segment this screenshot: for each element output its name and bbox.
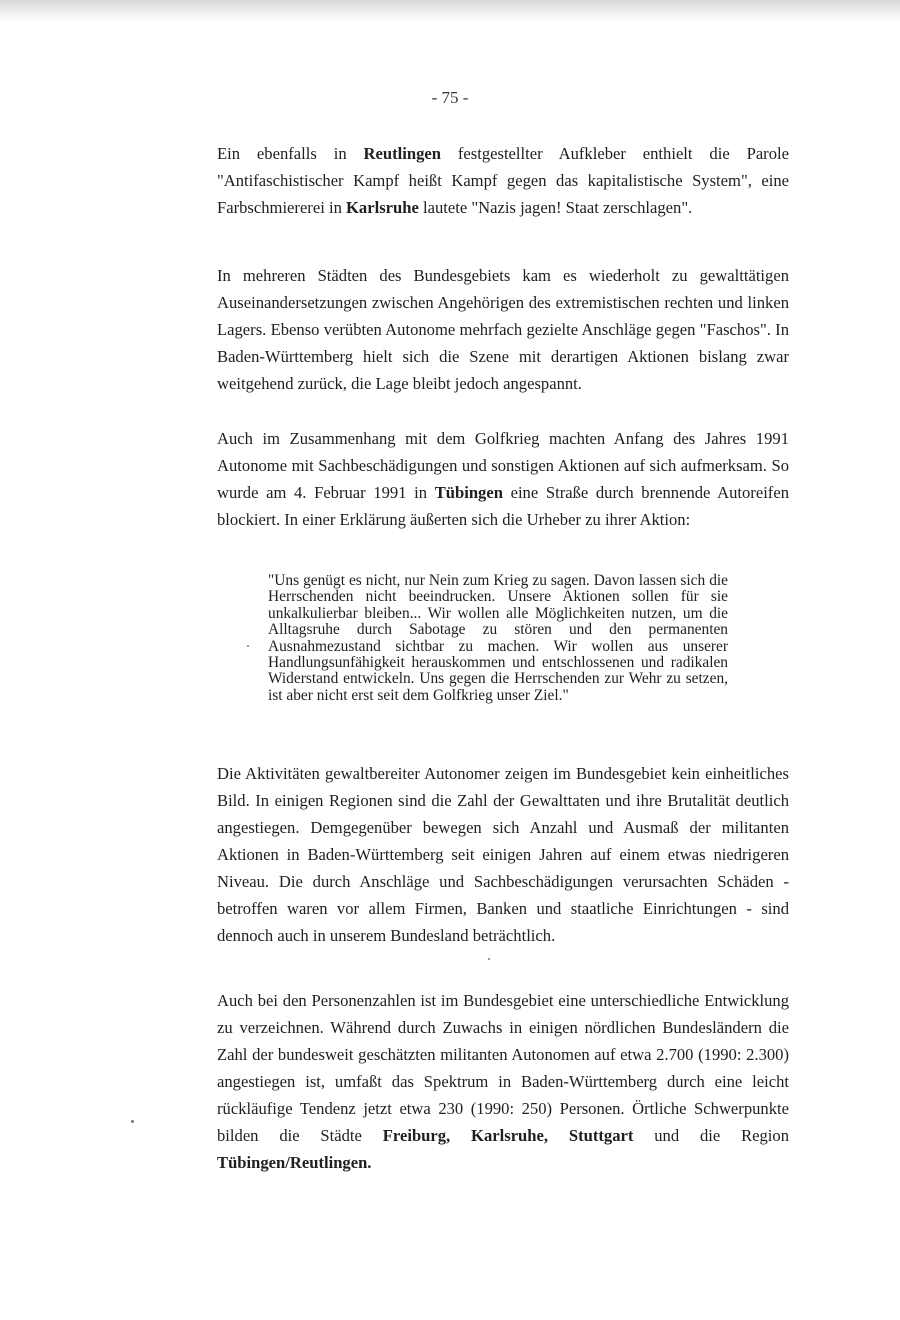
- paragraph-text: und die Region: [633, 1126, 790, 1145]
- paragraph-text: lautete "Nazis jagen! Staat zerschlagen".: [418, 198, 693, 217]
- paragraph-4: [217, 760, 789, 949]
- scan-speck: [488, 958, 490, 960]
- paragraph-text: Die Aktivitäten gewaltbereiter Autonomer zeigen im Bundesgebiet kein einheitliches Bild. In einigen Regionen sind die Zahl der Gewalttaten und ihre Brutalität deutlich angestiegen. Demgegenüber bewegen sich Anzahl und Ausmaß der militanten Aktionen in Baden-Württemberg seit einigen Jahren auf einem etwas niedrigeren Niveau. Die durch Anschläge und Sachbeschädigungen verursachten Schäden - betroffen waren vor allem Firmen, Banken und staatliche Einrichtungen - sind dennoch auch in unserem Bundesland beträchtlich.: [217, 764, 789, 945]
- emphasized-place-name: Tübingen: [434, 483, 503, 502]
- paragraph-2: [217, 262, 789, 397]
- paragraph-text: In mehreren Städten des Bundesgebiets kam es wiederholt zu gewalttätigen Auseinandersetzungen zwischen Angehörigen des extremistischen rechten und linken Lagers. Ebenso verübten Autonome mehrfach gezielte Anschläge gegen "Faschos". In Baden-Württemberg hielt sich die Szene mit derartigen Aktionen bislang zwar weitgehend zurück, die Lage bleibt jedoch angespannt.: [217, 266, 789, 393]
- emphasized-place-name: Tübingen/Reutlingen.: [217, 1153, 372, 1172]
- paragraph-text: eine Straße durch brennende Autoreifen blockiert. In einer Erklärung äußerten sich die Urheber zu ihrer Aktion:: [217, 483, 789, 529]
- scan-edge-shadow: [0, 0, 900, 22]
- paragraph-3: [217, 425, 789, 533]
- paragraph-text: festgestellter Aufkleber enthielt die Parole "Antifaschistischer Kampf heißt Kampf gegen das kapitalistische System", eine Farbschmiererei in: [217, 144, 789, 217]
- scan-speck: [131, 1120, 134, 1123]
- paragraph-1: [217, 140, 789, 221]
- emphasized-place-name: Freiburg, Karlsruhe, Stuttgart: [382, 1126, 634, 1145]
- paragraph-text: Auch im Zusammenhang mit dem Golfkrieg machten Anfang des Jahres 1991 Autonome mit Sachbeschädigungen und sonstigen Aktionen auf sich aufmerksam. So wurde am 4. Februar 1991 in: [217, 429, 789, 502]
- paragraph-5: [217, 987, 789, 1176]
- paragraph-text: Ein ebenfalls in: [217, 144, 364, 163]
- page-number: - 75 -: [431, 88, 469, 107]
- scan-speck: [247, 645, 249, 647]
- emphasized-place-name: Karlsruhe: [346, 198, 419, 217]
- emphasized-place-name: Reutlingen: [363, 144, 441, 163]
- block-quote: "Uns genügt es nicht, nur Nein zum Krieg zu sagen. Davon lassen sich die Herrschenden nicht beeindrucken. Unsere Aktionen sollen für sie unkalkulierbar bleiben... Wir wollen alle Möglichkeiten nutzen, um die Alltagsruhe durch Sabotage zu stören und den permanenten Ausnahmezustand sichtbar zu machen. Wir wollen aus unserer Handlungsunfähigkeit herauskommen und entschlossenen und radikalen Widerstand entwickeln. Uns gegen die Herrschenden zur Wehr zu setzen, ist aber nicht erst seit dem Golfkrieg unser Ziel.": [268, 572, 728, 704]
- paragraph-text: Auch bei den Personenzahlen ist im Bundesgebiet eine unterschiedliche Entwicklung zu verzeichnen. Während durch Zuwachs in einigen nördlichen Bundesländern die Zahl der bundesweit geschätzten militanten Autonomen auf etwa 2.700 (1990: 2.300) angestiegen ist, umfaßt das Spektrum in Baden-Württemberg durch eine leicht rückläufige Tendenz jetzt etwa 230 (1990: 250) Personen. Örtliche Schwerpunkte bilden die Städte: [217, 991, 789, 1145]
